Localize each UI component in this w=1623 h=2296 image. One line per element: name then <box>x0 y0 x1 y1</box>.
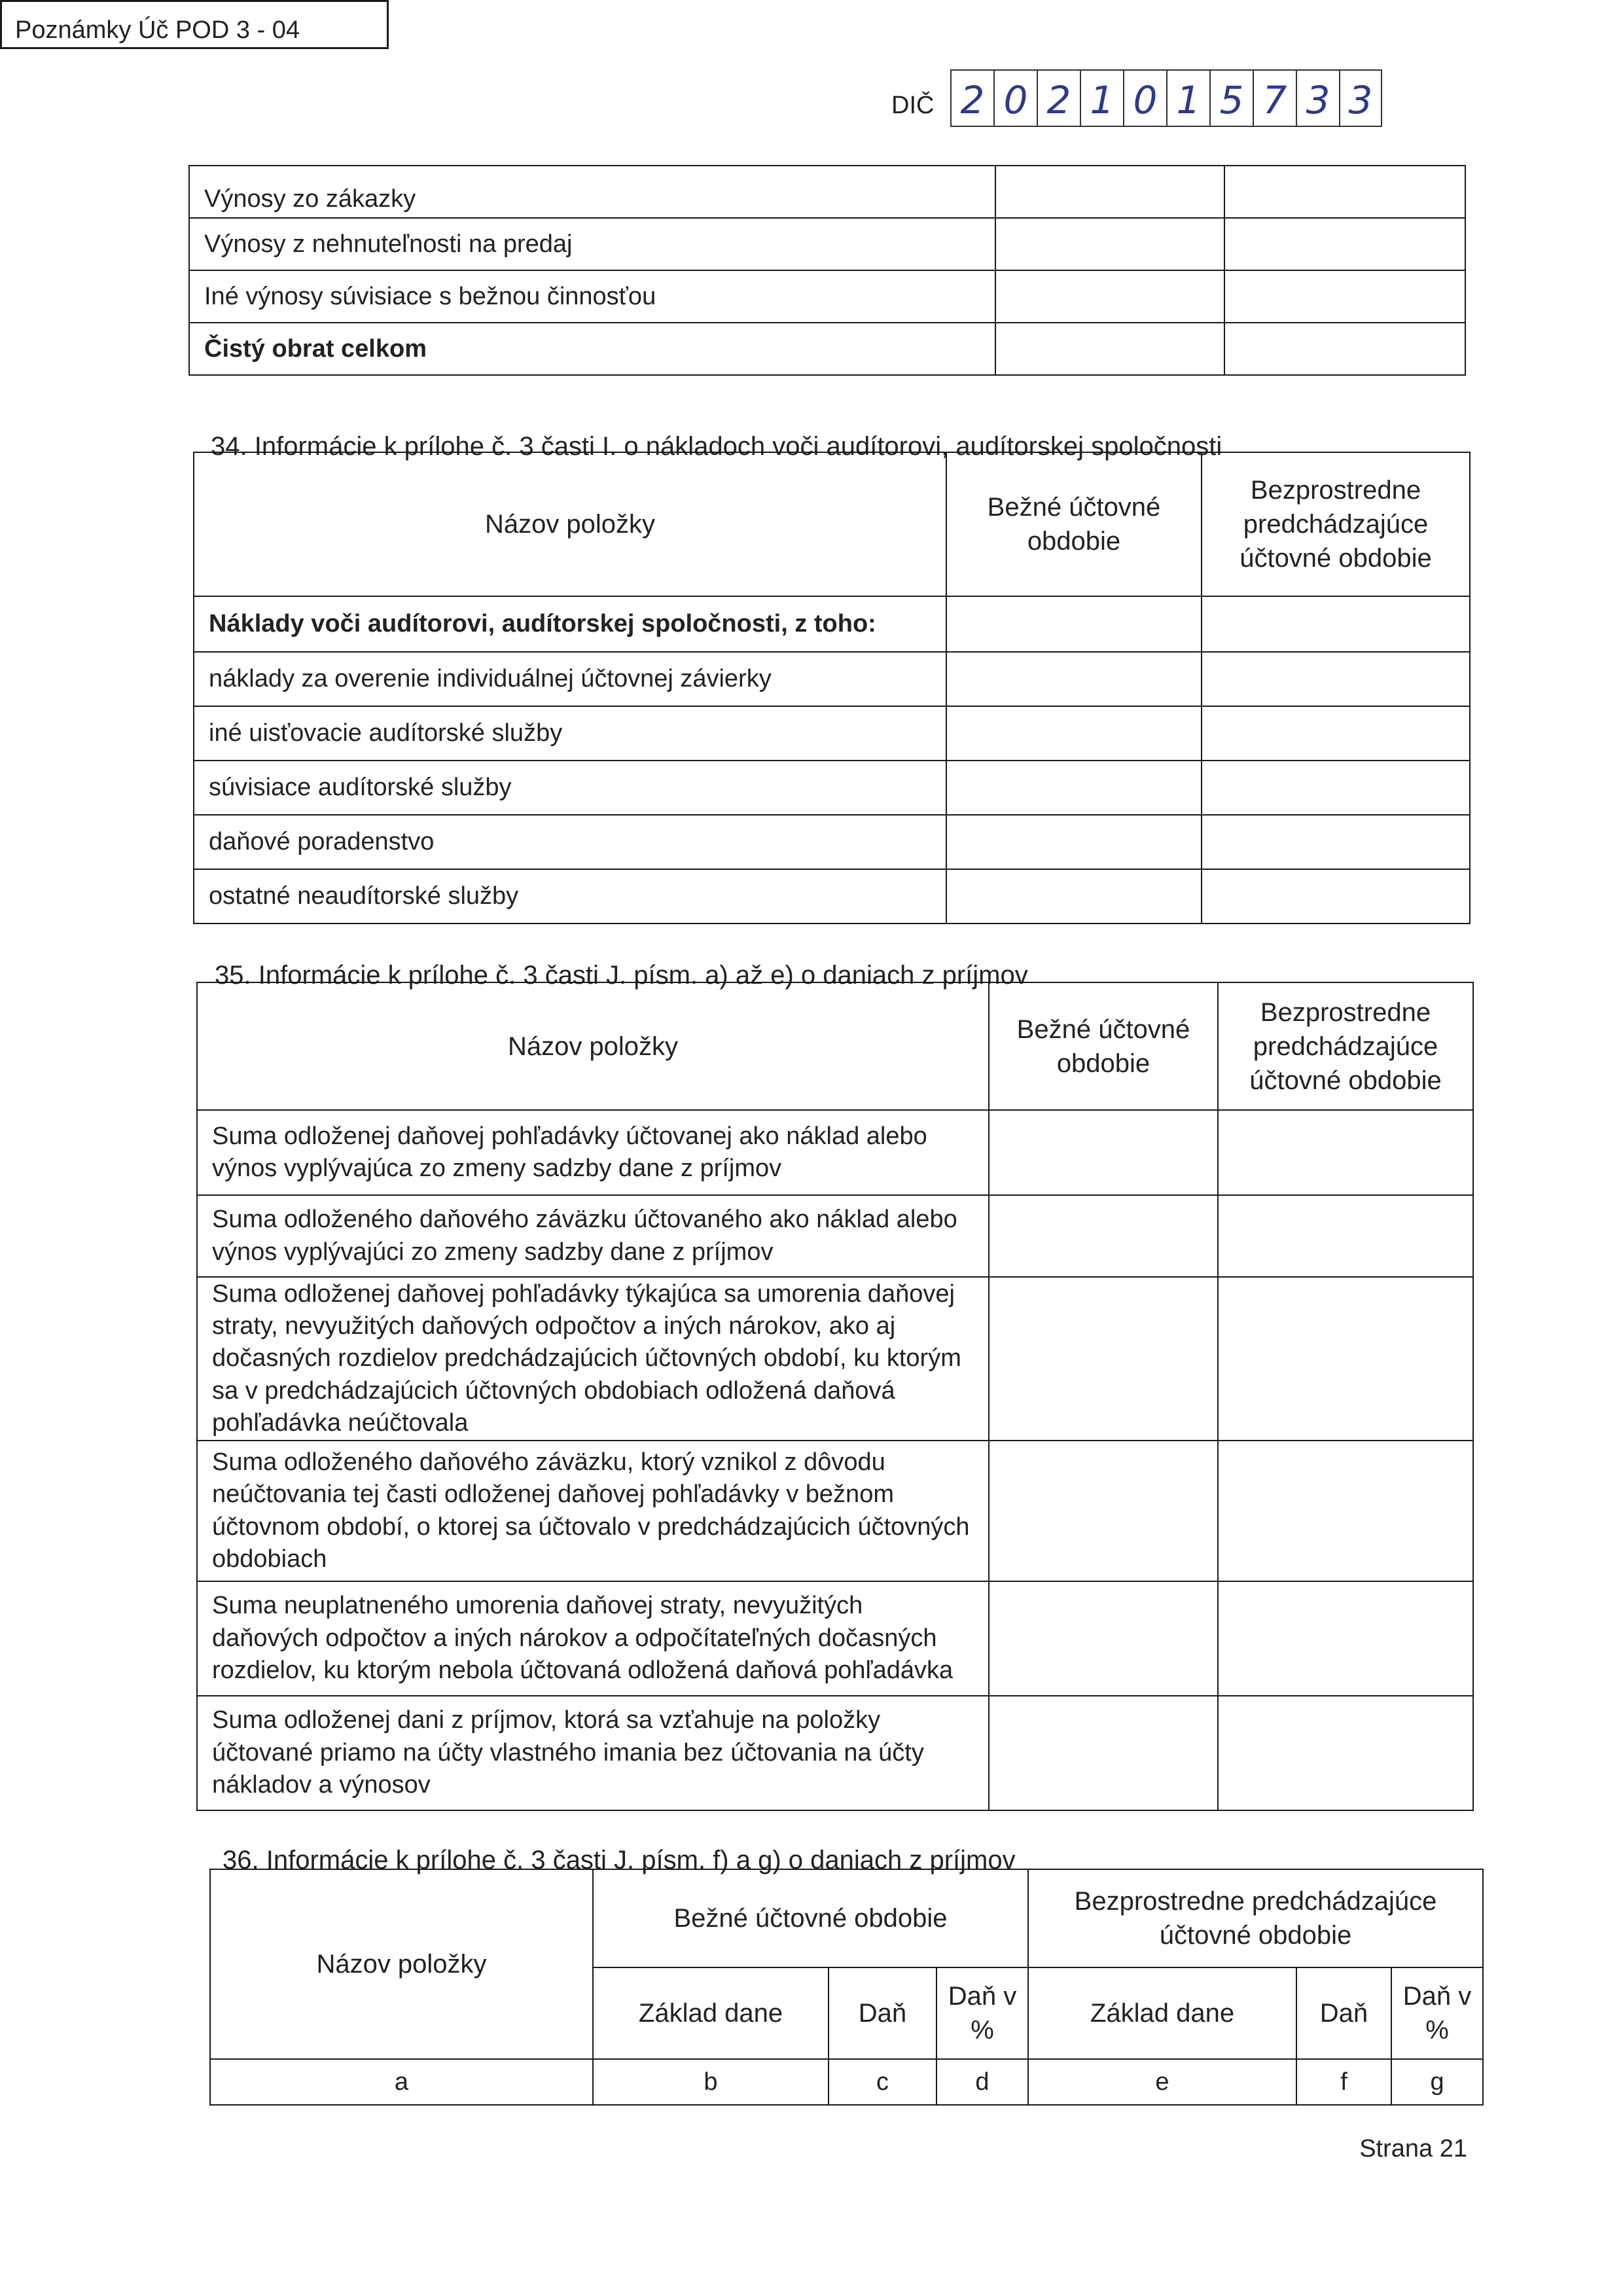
value-cell[interactable] <box>1218 1581 1473 1696</box>
table-row <box>194 652 1470 706</box>
value-cell[interactable] <box>989 1110 1218 1195</box>
col-name-header: Názov položky <box>197 982 989 1110</box>
page-number: Strana 21 <box>1359 2135 1467 2162</box>
table-row <box>194 761 1470 815</box>
table-header-row <box>210 1869 1483 1967</box>
table-row <box>194 815 1470 869</box>
dic-digit: 3 <box>1339 69 1382 127</box>
value-cell[interactable] <box>1224 270 1465 323</box>
sub-tax-header: Daň <box>1296 1967 1391 2059</box>
row-label-total: Čistý obrat celkom <box>189 323 995 375</box>
value-cell[interactable] <box>946 596 1202 652</box>
sub-tax-pct-header: Daň v % <box>936 1967 1028 2059</box>
table-row <box>194 869 1470 924</box>
col-name-header: Názov položky <box>210 1869 593 2059</box>
dic-label: DIČ <box>891 92 935 119</box>
dic-digit: 0 <box>993 69 1037 127</box>
turnover-table <box>188 165 1466 376</box>
value-cell[interactable] <box>1224 323 1465 375</box>
dic-digit: 2 <box>950 69 993 127</box>
col-letter: d <box>936 2059 1028 2105</box>
table-row <box>197 1110 1473 1195</box>
value-cell[interactable] <box>1202 596 1470 652</box>
value-cell[interactable] <box>995 218 1224 270</box>
dic-digit: 1 <box>1166 69 1209 127</box>
col-previous-header: Bezprostredne predchádzajúce účtovné obdobie <box>1218 982 1473 1110</box>
section-36-table <box>209 1869 1484 2106</box>
row-label: ostatné neaudítorské služby <box>194 869 946 924</box>
value-cell[interactable] <box>995 323 1224 375</box>
value-cell[interactable] <box>1224 166 1465 218</box>
value-cell[interactable] <box>1202 761 1470 815</box>
row-label: Suma odloženého daňového záväzku účtovaného ako náklad alebo výnos vyplývajúci zo zmeny sadzby dane z príjmov <box>197 1195 989 1277</box>
form-label: Poznámky Úč POD 3 - 04 <box>0 0 389 49</box>
value-cell[interactable] <box>1218 1696 1473 1810</box>
row-label: Suma neuplatneného umorenia daňovej straty, nevyužitých daňových odpočtov a iných nárokov a odpočítateľných dočasných rozdielov, ku ktorým nebola účtovaná odložená daňová pohľadávka <box>197 1581 989 1696</box>
table-row <box>189 166 1465 218</box>
value-cell[interactable] <box>1202 869 1470 924</box>
section-35-table <box>196 982 1474 1811</box>
value-cell[interactable] <box>989 1581 1218 1696</box>
value-cell[interactable] <box>1202 815 1470 869</box>
value-cell[interactable] <box>946 869 1202 924</box>
table-row <box>197 1195 1473 1277</box>
dic-digits <box>950 69 1382 128</box>
row-label: iné uisťovacie audítorské služby <box>194 706 946 761</box>
col-letter: b <box>593 2059 829 2105</box>
col-letter: e <box>1028 2059 1296 2105</box>
table-row <box>197 1696 1473 1810</box>
row-label: náklady za overenie individuálnej účtovnej závierky <box>194 652 946 706</box>
col-previous-header: Bezprostredne predchádzajúce účtovné obdobie <box>1028 1869 1483 1967</box>
section-34-title: 34. Informácie k prílohe č. 3 časti I. o nákladoch voči audítorovi, audítorskej spoločnosti <box>211 432 1222 461</box>
row-label: Suma odloženej dani z príjmov, ktorá sa vzťahuje na položky účtované priamo na účty vlastného imania bez účtovania na účty nákladov a výnosov <box>197 1696 989 1810</box>
table-row <box>194 596 1470 652</box>
row-label: Suma odloženej daňovej pohľadávky účtovanej ako náklad alebo výnos vyplývajúca zo zmeny sadzby dane z príjmov <box>197 1110 989 1195</box>
sub-base-header: Základ dane <box>1028 1967 1296 2059</box>
col-name-header: Názov položky <box>194 452 946 596</box>
dic-digit: 0 <box>1123 69 1166 127</box>
row-label: Suma odloženého daňového záväzku, ktorý vznikol z dôvodu neúčtovania tej časti odloženej daňovej pohľadávky v bežnom účtovnom období, o ktorej sa účtovalo v predchádzajúcich účtovných obdobiach <box>197 1441 989 1581</box>
value-cell[interactable] <box>989 1277 1218 1441</box>
table-row <box>189 270 1465 323</box>
dic-digit: 7 <box>1253 69 1296 127</box>
value-cell[interactable] <box>995 166 1224 218</box>
col-current-header: Bežné účtovné obdobie <box>946 452 1202 596</box>
col-letter: a <box>210 2059 593 2105</box>
row-label: daňové poradenstvo <box>194 815 946 869</box>
sub-tax-header: Daň <box>829 1967 936 2059</box>
table-row <box>189 323 1465 375</box>
dic-digit: 5 <box>1209 69 1253 127</box>
dic-digit: 3 <box>1296 69 1339 127</box>
value-cell[interactable] <box>946 706 1202 761</box>
sub-base-header: Základ dane <box>593 1967 829 2059</box>
col-current-header: Bežné účtovné obdobie <box>989 982 1218 1110</box>
section-36-title: 36. Informácie k prílohe č. 3 časti J. písm. f) a g) o daniach z príjmov <box>223 1846 1016 1874</box>
section-35-title: 35. Informácie k prílohe č. 3 časti J. písm. a) až e) o daniach z príjmov <box>215 961 1028 990</box>
table-header-row <box>197 982 1473 1110</box>
table-row <box>197 1581 1473 1696</box>
row-label: Iné výnosy súvisiace s bežnou činnosťou <box>189 270 995 323</box>
value-cell[interactable] <box>1218 1110 1473 1195</box>
sub-tax-pct-header: Daň v % <box>1391 1967 1483 2059</box>
col-current-header: Bežné účtovné obdobie <box>593 1869 1028 1967</box>
section-34-table <box>193 452 1471 924</box>
table-row <box>197 1277 1473 1441</box>
table-row <box>194 706 1470 761</box>
row-label: Suma odloženej daňovej pohľadávky týkajúca sa umorenia daňovej straty, nevyužitých daňových odpočtov a iných nárokov, ako aj dočasných rozdielov predchádzajúcich účtovných období, ku ktorým sa v predchádzajúcich účtovných obdobiach odložená daňová pohľadávka neúčtovala <box>197 1277 989 1441</box>
row-label: Náklady voči audítorovi, audítorskej spoločnosti, z toho: <box>194 596 946 652</box>
value-cell[interactable] <box>1202 706 1470 761</box>
row-label: Výnosy zo zákazky <box>189 166 995 218</box>
value-cell[interactable] <box>989 1441 1218 1581</box>
col-previous-header: Bezprostredne predchádzajúce účtovné obdobie <box>1202 452 1470 596</box>
row-label: súvisiace audítorské služby <box>194 761 946 815</box>
value-cell[interactable] <box>989 1696 1218 1810</box>
value-cell[interactable] <box>995 270 1224 323</box>
value-cell[interactable] <box>946 652 1202 706</box>
letters-row <box>210 2059 1483 2105</box>
value-cell[interactable] <box>946 815 1202 869</box>
table-header-row <box>194 452 1470 596</box>
col-letter: c <box>829 2059 936 2105</box>
row-label: Výnosy z nehnuteľnosti na predaj <box>189 218 995 270</box>
value-cell[interactable] <box>1218 1441 1473 1581</box>
value-cell[interactable] <box>1218 1277 1473 1441</box>
value-cell[interactable] <box>946 761 1202 815</box>
col-letter: f <box>1296 2059 1391 2105</box>
col-letter: g <box>1391 2059 1483 2105</box>
value-cell[interactable] <box>1224 218 1465 270</box>
value-cell[interactable] <box>1202 652 1470 706</box>
table-row <box>197 1441 1473 1581</box>
value-cell[interactable] <box>989 1195 1218 1277</box>
table-row <box>189 218 1465 270</box>
dic-digit: 2 <box>1037 69 1080 127</box>
value-cell[interactable] <box>1218 1195 1473 1277</box>
dic-digit: 1 <box>1080 69 1123 127</box>
